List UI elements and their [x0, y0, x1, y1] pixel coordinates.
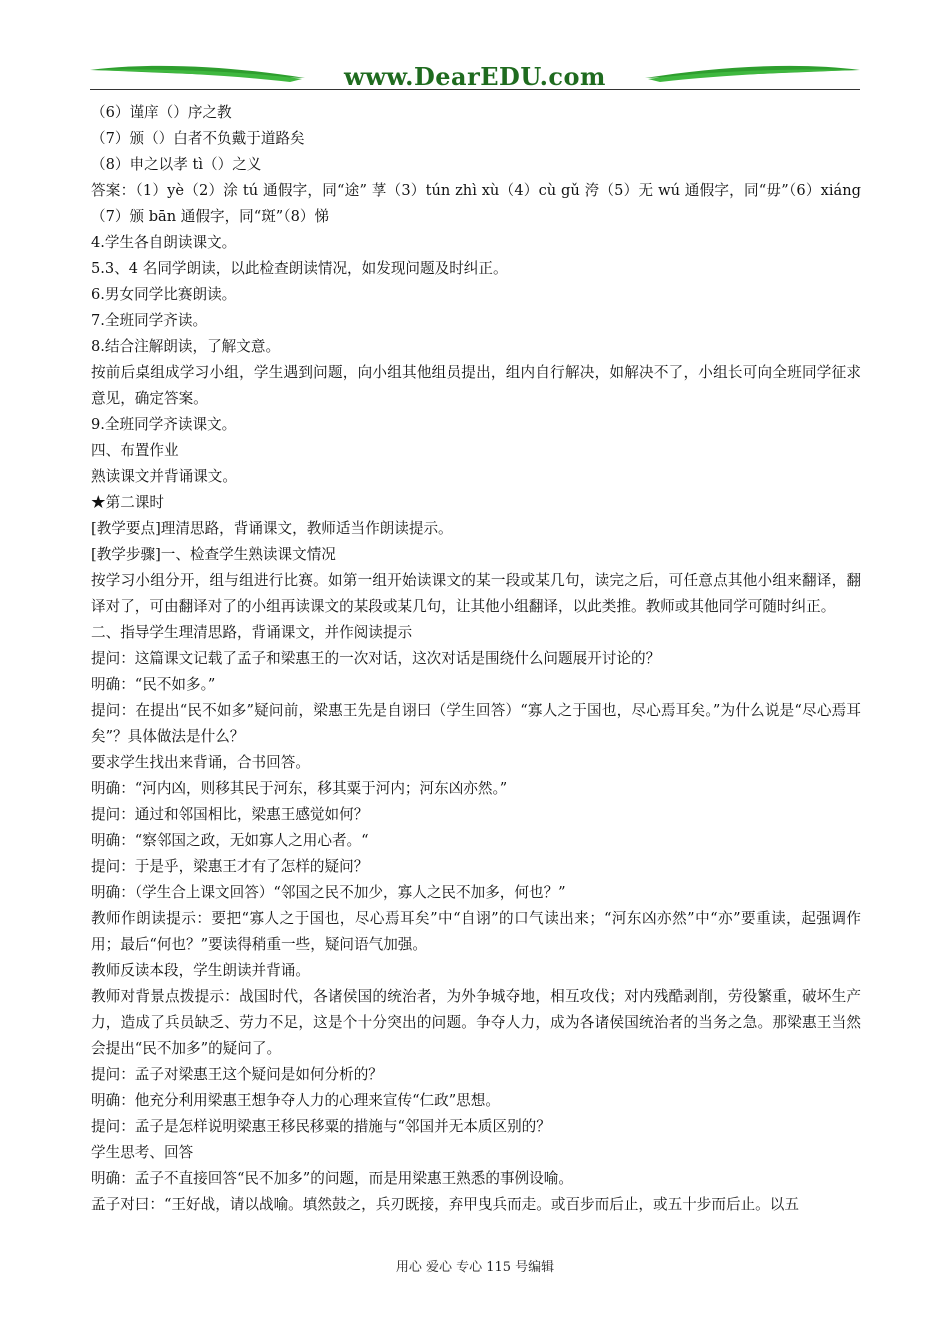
text-line: （7）颁（）白者不负戴于道路矣 — [91, 130, 305, 147]
page-footer: 用心 爱心 专心 115 号编辑 — [395, 1260, 555, 1275]
text-line: 明确：（学生合上课文回答）“邻国之民不加少，寡人之民不加多，何也？” — [91, 884, 566, 901]
text-paragraph: 教师对背景点拨提示：战国时代，各诸侯国的统治者，为外争城夺地，相互攻伐；对内残酷剥削，劳役繁重，破坏生产力，造成了兵员缺乏、劳力不足，这是个十分突出的问题。争夺人力，成为各诸侯国统治者的当务之急。那梁惠王当然会提出“民不加多”的疑问了。 — [91, 988, 861, 1057]
text-paragraph: 按前后桌组成学习小组，学生遇到问题，向小组其他组员提出，组内自行解决，如解决不了，小组长可向全班同学征求意见，确定答案。 — [91, 364, 861, 407]
text-line: 明确：孟子不直接回答“民不加多”的问题，而是用梁惠王熟悉的事例设喻。 — [91, 1170, 573, 1187]
text-line: 学生思考、回答 — [91, 1144, 194, 1161]
text-line: 提问：通过和邻国相比，梁惠王感觉如何？ — [91, 806, 369, 823]
site-header — [90, 58, 860, 94]
text-paragraph: 教师作朗读提示：要把“寡人之于国也，尽心焉耳矣”中“自诩”的口气读出来；“河东凶亦然”中“亦”要重读，起强调作用；最后“何也？”要读得稍重一些，疑问语气加强。 — [91, 910, 861, 953]
document-body — [91, 100, 861, 1218]
text-line: （6）谨庠（）序之教 — [91, 104, 232, 121]
text-line: 4.学生各自朗读课文。 — [91, 234, 237, 251]
text-line: 8.结合注解朗读，了解文意。 — [91, 338, 281, 355]
text-line: 提问：这篇课文记载了孟子和梁惠王的一次对话，这次对话是围绕什么问题展开讨论的？ — [91, 650, 661, 667]
section-heading: 二、指导学生理清思路，背诵课文，并作阅读提示 — [91, 624, 413, 641]
section-heading: 四、布置作业 — [91, 442, 179, 459]
text-line: 9.全班同学齐读课文。 — [91, 416, 237, 433]
text-paragraph: 提问：在提出“民不如多”疑问前，梁惠王先是自诩曰（学生回答）“寡人之于国也，尽心焉耳矣。”为什么说是“尽心焉耳矣”？具体做法是什么？ — [91, 702, 861, 745]
text-line: 7.全班同学齐读。 — [91, 312, 208, 329]
section-heading: ★第二课时 — [91, 494, 164, 511]
text-line: 教师反读本段，学生朗读并背诵。 — [91, 962, 310, 979]
site-brand-logo: www.DearEDU.com — [344, 62, 606, 91]
text-line: 明确：他充分利用梁惠王想争夺人力的心理来宣传“仁政”思想。 — [91, 1092, 500, 1109]
text-line: 熟读课文并背诵课文。 — [91, 468, 237, 485]
text-line: 要求学生找出来背诵，合书回答。 — [91, 754, 310, 771]
text-line: 6.男女同学比赛朗读。 — [91, 286, 237, 303]
text-line: [教学步骤]一、检查学生熟读课文情况 — [91, 546, 336, 563]
text-line: 提问：于是乎，梁惠王才有了怎样的疑问？ — [91, 858, 369, 875]
text-line: 孟子对曰：“王好战，请以战喻。填然鼓之，兵刃既接，弃甲曳兵而走。或百步而后止，或五十步而后止。以五 — [91, 1196, 799, 1213]
text-line: 明确：“民不如多。” — [91, 676, 216, 693]
text-line: 明确：“察邻国之政，无如寡人之用心者。“ — [91, 832, 369, 849]
header-divider — [90, 89, 860, 90]
text-paragraph: 答案：（1）yè（2）涂 tú 通假字，同“途” 莩（3）tún zhì xù（4）cù gǔ 洿（5）无 wú 通假字，同“毋”（6）xiáng（7）颁 bān 通假字，同“斑”（8）悌 — [91, 182, 861, 225]
text-line: [教学要点]理清思路，背诵课文，教师适当作朗读提示。 — [91, 520, 453, 537]
text-line: 明确：“河内凶，则移其民于河东，移其粟于河内；河东凶亦然。” — [91, 780, 508, 797]
text-line: 提问：孟子是怎样说明梁惠王移民移粟的措施与“邻国并无本质区别的？ — [91, 1118, 551, 1135]
text-line: 提问：孟子对梁惠王这个疑问是如何分析的？ — [91, 1066, 383, 1083]
text-line: 5.3、4 名同学朗读，以此检查朗读情况，如发现问题及时纠正。 — [91, 260, 508, 277]
text-paragraph: 按学习小组分开，组与组进行比赛。如第一组开始读课文的某一段或某几句，读完之后，可任意点其他小组来翻译，翻译对了，可由翻译对了的小组再读课文的某段或某几句，让其他小组翻译，以此类推。教师或其他同学可随时纠正。 — [91, 572, 861, 615]
text-line: （8）申之以孝 tì（）之义 — [91, 156, 262, 173]
